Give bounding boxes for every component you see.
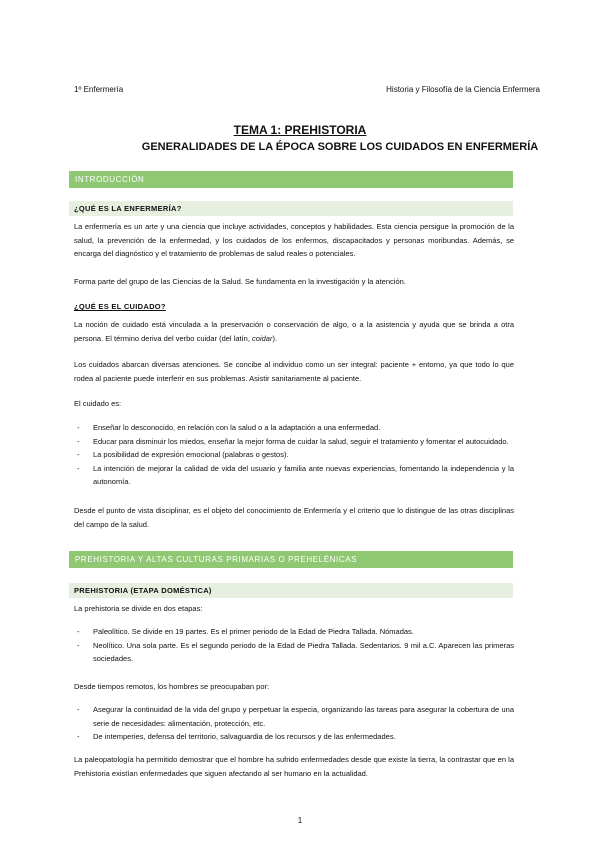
bullet-dash: - [77,640,80,650]
section-heading-prehistoria: PREHISTORIA Y ALTAS CULTURAS PRIMARIAS O PREHELÉNICAS [69,551,513,568]
paragraph-punto-de-vista: Desde el punto de vista disciplinar, es el objeto del conocimiento de Enfermería y el criterio que lo distingue de las otras disciplinas del campo de la salud. [74,506,514,529]
bullet-dash: - [77,627,80,636]
paragraph-paleopatologia: La paleopatología ha permitido demostrar que el hombre ha sufrido enfermedades desde que existe la tierra, la contrastar que en la Prehistoria existían enfermedades que siguen afectando al ser humano en la actualidad. [74,755,514,778]
cuidado-nocion-end: ). [272,333,278,343]
list-item: - Educar para disminuir los miedos, enseñar la mejor forma de cuidar la salud, seguir el tratamiento y fomentar el autocuidado. [74,435,514,449]
section-heading-introduccion: INTRODUCCIÓN [69,171,513,188]
list-item: - Neolítico. Una sola parte. Es el segundo periodo de la Edad de Piedra Tallada. Sedentarios. 9 mil a.C. Aparecen las primeras sociedades. [77,640,514,664]
paragraph-cuidado-nocion [74,318,514,345]
bullet-dash: - [77,463,80,473]
header-subject: Historia y Filosofía de la Ciencia Enfermera [386,85,540,94]
list-item: - Paleolítico. Se divide en 19 partes. Es el primer periodo de la Edad de Piedra Tallada. Nómadas. [74,625,514,639]
paragraph-enfermeria-grupo: Forma parte del grupo de las Ciencias de la Salud. Se fundamenta en la investigación y la atención. [74,277,406,286]
concerns-list [74,703,514,744]
subheading-prehistoria-etapa: PREHISTORIA (ETAPA DOMÉSTICA) [69,583,513,598]
list-item: - La posibilidad de expresión emocional (palabras o gestos). [74,448,514,462]
paragraph-prehistoria-divide: La prehistoria se divide en dos etapas: [74,604,203,613]
paragraph-tiempos-remotos: Desde tiempos remotos, los hombres se preocupaban por: [74,682,270,691]
list-item: - De intemperies, defensa del territorio, salvaguardia de los recursos y de las enfermedades. [74,730,514,744]
subheading-que-es-enfermeria: ¿QUÉ ES LA ENFERMERÍA? [69,201,513,216]
page-title: TEMA 1: PREHISTORIA [233,123,367,137]
stages-list [74,625,514,666]
bullet-dash: - [77,732,80,742]
list-item: - La intención de mejorar la calidad de vida del usuario y familia ante nuevas experiencias, fomentando la independencia y la autonomía. [77,463,514,487]
page-subtitle: GENERALIDADES DE LA ÉPOCA SOBRE LOS CUIDADOS EN ENFERMERÍA [141,141,539,153]
subheading-que-es-cuidado: ¿QUÉ ES EL CUIDADO? [74,302,166,311]
list-item: - Enseñar lo desconocido, en relación con la salud o a la adaptación a una enfermedad. [74,421,514,435]
bullet-dash: - [77,423,80,432]
paragraph-cuidado-es: El cuidado es: [74,399,122,408]
cuidado-nocion-text: La noción de cuidado está vinculada a la preservación o conservación de algo, o a la asistencia y ayuda que se brinda a otra persona. El término deriva del verbo cuidar (del latín, [74,320,514,343]
paragraph-cuidados-abarcan: Los cuidados abarcan diversas atenciones. Se concibe al individuo como un ser integral: paciente + entorno, ya que todo lo que rodea al paciente puede interferir en sus problemas. Asistir sanitariamente al paciente. [74,360,514,383]
cuidado-list [74,421,514,489]
paragraph-enfermeria-definicion: La enfermería es un arte y una ciencia que incluye actividades, conceptos y habilidades. Esta ciencia persigue la promoción de la salud, la prevención de la enfermedad, y los cuidados de los enfermos, discapacitados y personas moribundas. Además, se encarga del diagnóstico y el tratamiento de problemas de salud reales o potenciales. [74,222,514,259]
header-course: 1º Enfermería [74,85,124,94]
latin-term: coidar [252,333,273,343]
page-number: 1 [297,816,303,825]
list-item: - Asegurar la continuidad de la vida del grupo y perpetuar la especia, organizando las tareas para asegurar la cobertura de una serie de necesidades: alimentación, protección, etc. [77,705,514,728]
bullet-dash: - [77,705,80,714]
bullet-dash: - [77,436,80,446]
bullet-dash: - [77,450,80,460]
